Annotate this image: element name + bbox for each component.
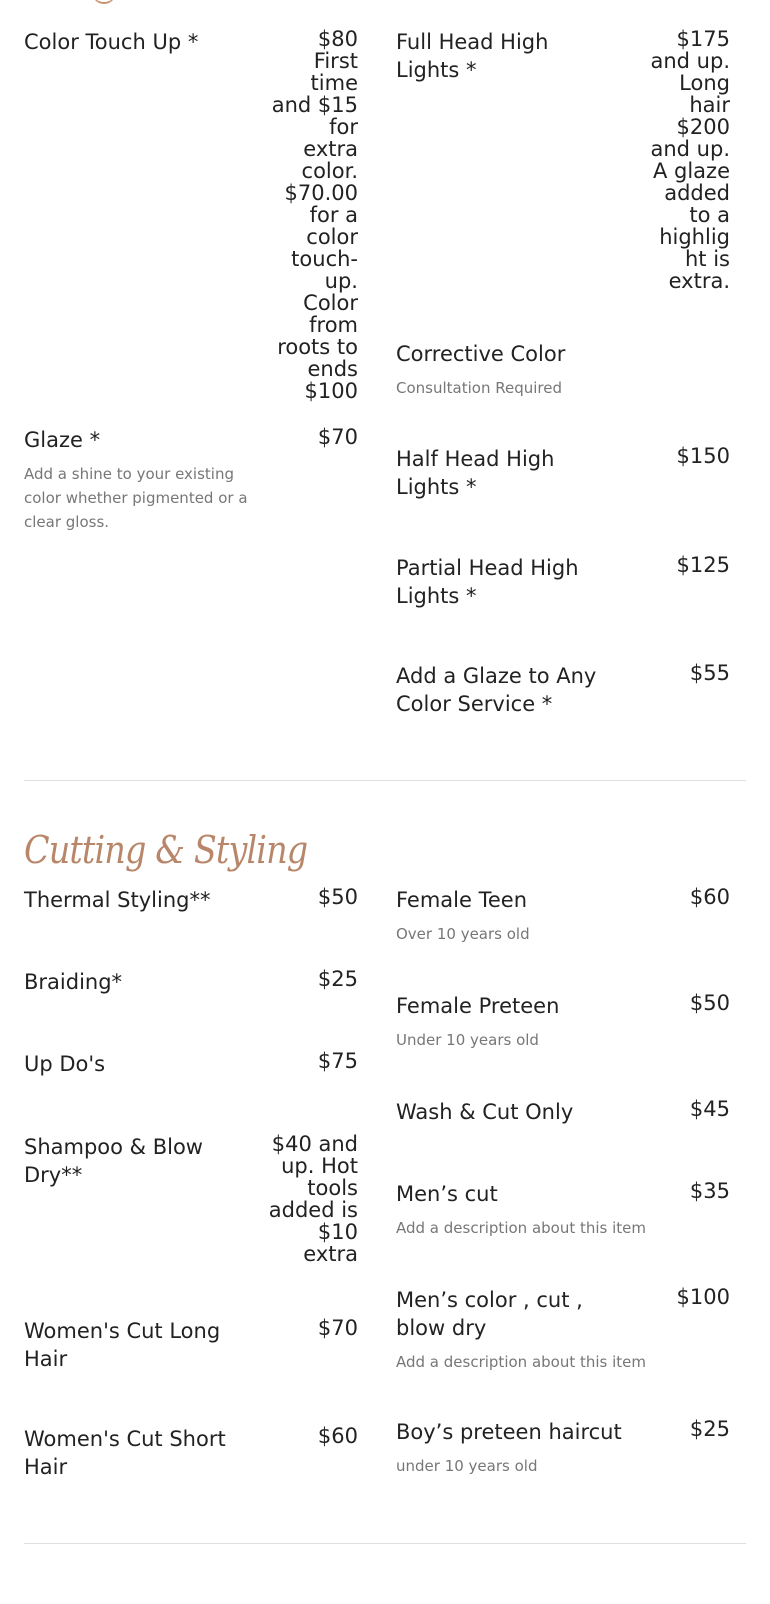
item-price: $125 [676,553,730,577]
item-name: Braiding* [24,970,123,994]
item-description: Add a description about this item [396,1219,647,1237]
item-name: Shampoo & Blow Dry** [24,1135,203,1187]
menu-item [396,886,730,950]
item-name: Add a Glaze to Any Color Service * [396,664,597,716]
item-name: Corrective Color [396,342,566,366]
item-price: $60 [317,1424,358,1448]
item-name: Up Do's [24,1052,106,1076]
section-divider [24,1543,746,1544]
item-name: Female Preteen [396,994,560,1018]
menu-item [24,1133,358,1273]
item-name: Women's Cut Short Hair [24,1427,226,1479]
item-name: Thermal Styling** [24,888,211,912]
menu-item [24,426,358,536]
item-description: under 10 years old [396,1457,538,1475]
menu-item [24,1317,358,1377]
menu-item [396,662,730,722]
item-price: $40 and up. Hot tools added is $10 extra [268,1132,358,1266]
item-price: $100 [676,1285,730,1309]
menu-item [396,554,730,614]
item-name: Men’s color , cut , blow dry [396,1288,583,1340]
item-price: $60 [689,885,730,909]
item-name: Women's Cut Long Hair [24,1319,221,1371]
item-name: Glaze * [24,428,101,452]
item-name: Full Head High Lights * [396,30,549,82]
item-description: Consultation Required [396,379,562,397]
menu-item [24,968,358,1000]
item-price: $150 [676,444,730,468]
menu-item [24,27,358,403]
item-price: $25 [689,1417,730,1441]
item-name: Female Teen [396,888,528,912]
item-price: $35 [689,1179,730,1203]
menu-item [24,1050,358,1082]
item-price: $50 [689,991,730,1015]
item-name: Color Touch Up * [24,30,199,54]
item-name: Boy’s preteen haircut [396,1420,622,1444]
menu-item [396,1098,730,1130]
item-name: Wash & Cut Only [396,1100,574,1124]
item-price: $175 and up. Long hair $200 and up. A glaze added to a highlight is extra. [650,27,730,293]
menu-item [396,992,730,1056]
item-price: $75 [317,1049,358,1073]
menu-item [396,445,730,505]
menu-item [396,340,730,404]
item-price: $80 First time and $15 for extra color. $70.00 for a color touch-up. Color from roots to ends $100 [271,27,358,403]
item-price: $50 [317,885,358,909]
item-price: $70 [317,1316,358,1340]
item-price: $45 [689,1097,730,1121]
item-price: $70 [317,425,358,449]
section-title-cutting-styling: Cutting & Styling [24,828,308,872]
menu-item [396,28,730,298]
menu-item [396,1286,730,1376]
item-name: Half Head High Lights * [396,447,555,499]
item-description: Add a description about this item [396,1353,647,1371]
item-name: Men’s cut [396,1182,498,1206]
menu-item [24,1425,358,1485]
menu-item [396,1180,730,1244]
menu-item [24,886,358,918]
item-description: Under 10 years old [396,1031,539,1049]
section-divider [24,780,746,781]
menu-item [396,1418,730,1482]
item-price: $55 [689,661,730,685]
item-description: Add a shine to your existing color whether pigmented or a clear gloss. [24,465,248,531]
section-title-fragment [92,0,116,4]
item-name: Partial Head High Lights * [396,556,579,608]
item-description: Over 10 years old [396,925,530,943]
item-price: $25 [317,967,358,991]
